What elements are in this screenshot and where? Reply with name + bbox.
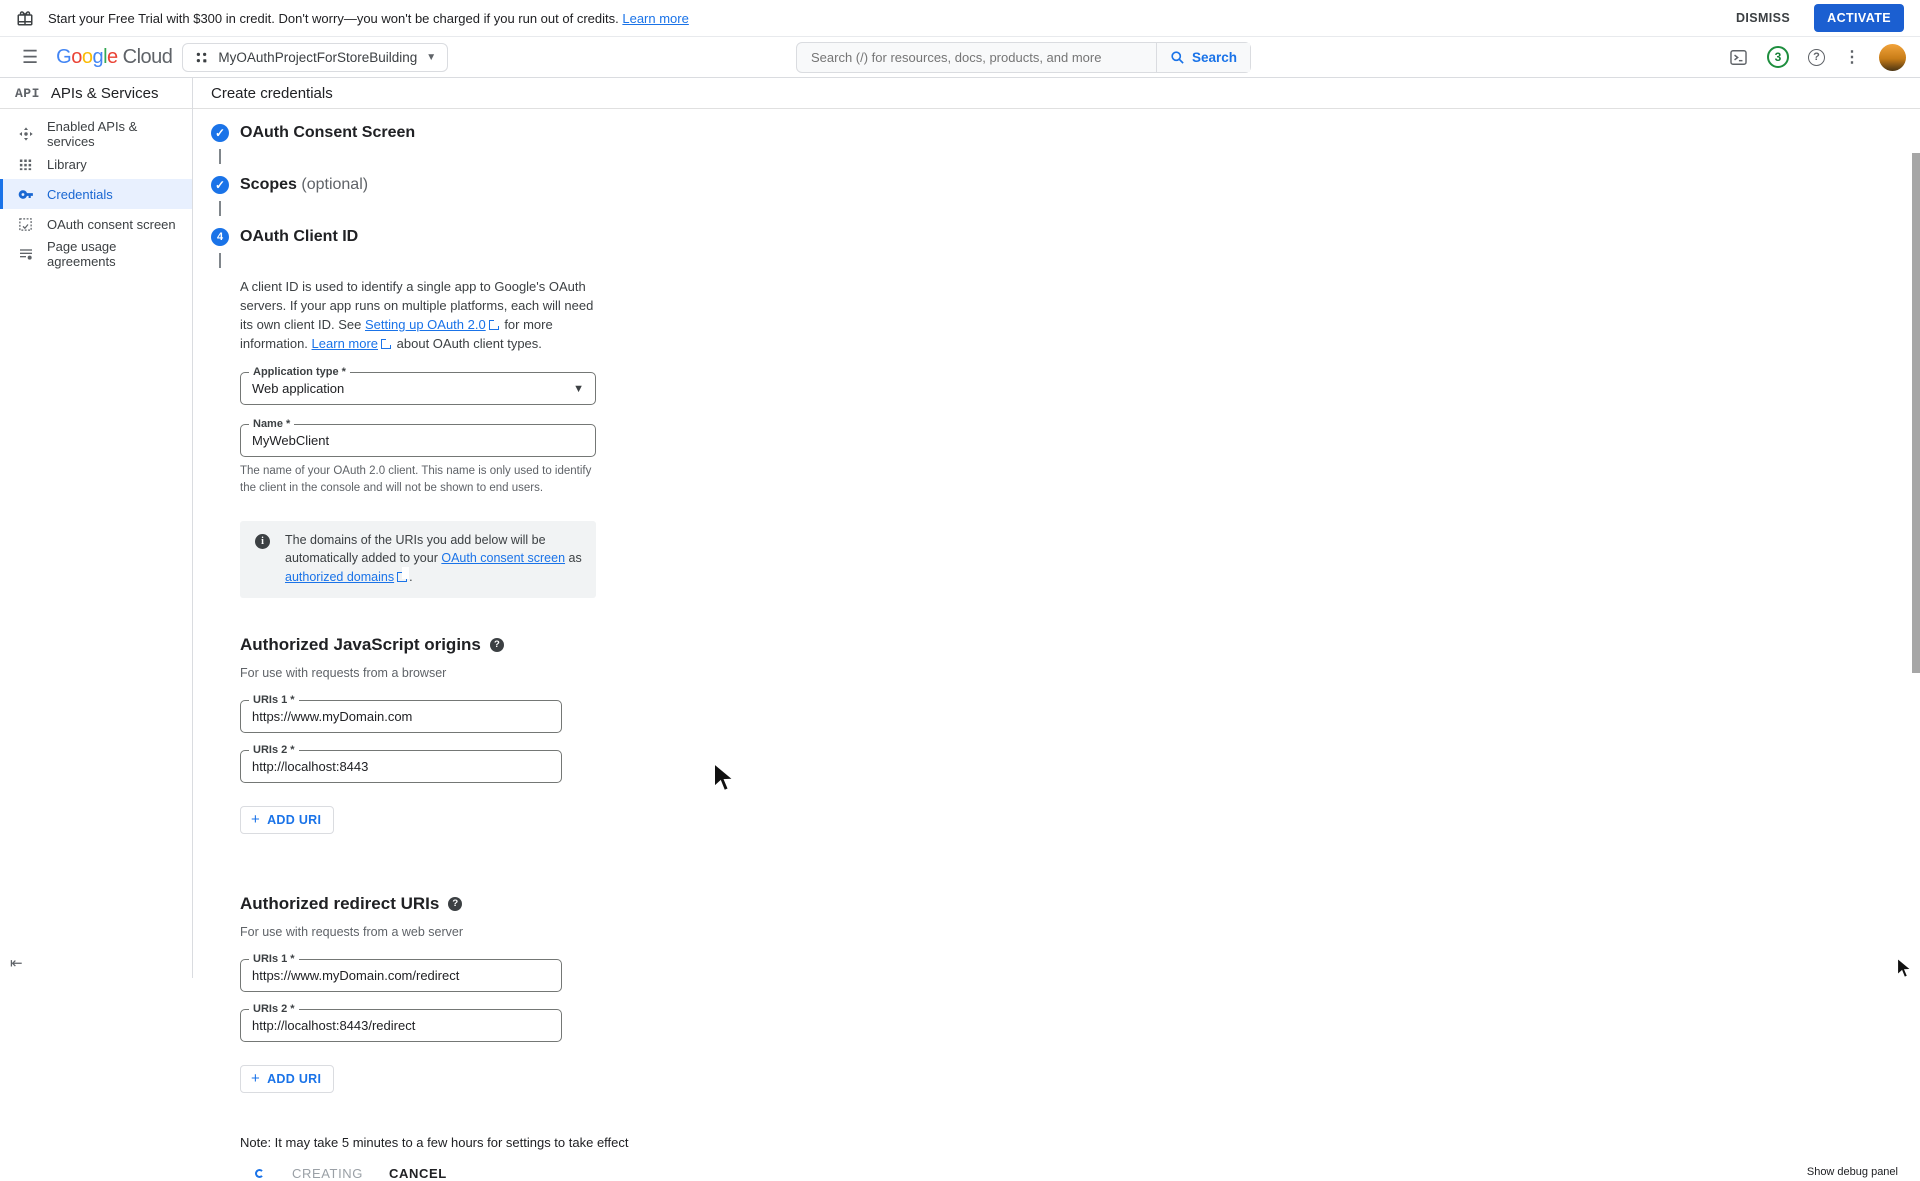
search-button[interactable]: Search: [1156, 43, 1250, 72]
page-header: [193, 78, 1920, 109]
external-link-icon: [489, 320, 499, 330]
sidebar: [0, 78, 193, 978]
client-name-field-wrap: [240, 418, 596, 457]
step-number-badge: 4: [211, 228, 229, 246]
external-link-icon: [397, 572, 407, 582]
client-id-description: A client ID is used to identify a single app to Google's OAuth servers. If your app runs on multiple platforms, each will need its own client ID. See Setting up OAuth 2.0↗ for more information. Learn more↗ about OAuth client types.: [240, 278, 602, 353]
step-oauth-consent-screen: ✓ OAuth Consent Screen: [211, 122, 1920, 144]
application-type-value: Web application: [252, 381, 345, 397]
collapse-sidebar-icon[interactable]: ⇤: [10, 955, 23, 972]
form-actions: [255, 1166, 1920, 1181]
help-icon[interactable]: ?: [490, 638, 504, 652]
sidebar-nav: [0, 109, 192, 269]
api-logo-icon: API: [15, 85, 40, 101]
sidebar-item-enabled-apis[interactable]: Enabled APIs & services: [0, 119, 192, 149]
notification-badge[interactable]: 3: [1767, 46, 1789, 68]
step-scopes: ✓ Scopes (optional): [211, 174, 1920, 196]
redirects-section-header: [240, 894, 1920, 914]
step-complete-icon: ✓: [211, 176, 229, 194]
step-complete-icon: ✓: [211, 124, 229, 142]
search-input[interactable]: [797, 43, 1156, 72]
oauth-client-form: [240, 278, 1920, 1181]
setting-up-oauth-link[interactable]: Setting up OAuth 2.0: [365, 316, 486, 332]
learn-more-link[interactable]: Learn more: [622, 10, 689, 26]
app-bar: [0, 37, 1920, 78]
origins-uri-2-label: URIs 2 *: [249, 744, 299, 756]
oauth-consent-icon: [18, 216, 34, 232]
redirects-uri-1-label: URIs 1 *: [249, 953, 299, 965]
info-icon: i: [255, 534, 270, 549]
redirects-uri-1-wrap: [240, 952, 562, 992]
menu-icon[interactable]: ☰: [14, 45, 46, 70]
optional-label: (optional): [301, 176, 369, 193]
cancel-button[interactable]: CANCEL: [389, 1165, 447, 1181]
origins-section-header: [240, 635, 1920, 655]
infobox-text: The domains of the URIs you add below will be automatically added to your OAuth consent screen as authorized domains ↗ .: [285, 531, 582, 587]
origins-uri-1-wrap: [240, 693, 562, 733]
authorized-domains-link[interactable]: authorized domains: [285, 570, 395, 585]
client-name-label: Name *: [249, 418, 294, 430]
learn-more-link[interactable]: Learn more: [311, 335, 379, 351]
sidebar-item-library[interactable]: Library: [0, 149, 192, 179]
global-search: [796, 42, 1251, 73]
search-icon: [1170, 50, 1185, 65]
plus-icon: +: [251, 810, 261, 828]
agreements-icon: [18, 246, 34, 262]
cloud-shell-icon[interactable]: [1729, 48, 1748, 67]
sidebar-item-oauth-consent[interactable]: OAuth consent screen: [0, 209, 192, 239]
show-debug-panel-link[interactable]: Show debug panel: [1806, 1166, 1898, 1178]
sidebar-item-page-usage[interactable]: Page usage agreements: [0, 239, 192, 269]
oauth-consent-screen-link[interactable]: OAuth consent screen: [441, 551, 566, 566]
loading-spinner-icon: [255, 1169, 264, 1178]
origins-uri-2-input[interactable]: [252, 759, 550, 774]
client-name-input[interactable]: [252, 433, 584, 448]
chevron-down-icon: ▼: [426, 51, 437, 63]
project-name: MyOAuthProjectForStoreBuilding: [218, 49, 418, 65]
application-type-label: Application type *: [249, 366, 350, 378]
page-title: Create credentials: [211, 84, 333, 102]
sidebar-item-credentials[interactable]: Credentials: [0, 179, 192, 209]
origins-uri-2-wrap: [240, 743, 562, 783]
create-credentials-content: [193, 109, 1920, 1181]
origins-uri-1-input[interactable]: [252, 709, 550, 724]
library-icon: [18, 156, 34, 172]
activate-button[interactable]: ACTIVATE: [1814, 4, 1904, 32]
chevron-down-icon: ▼: [573, 382, 584, 395]
redirects-add-uri-button[interactable]: + ADD URI: [240, 1065, 334, 1093]
step-oauth-client-id: 4 OAuth Client ID: [211, 226, 1920, 248]
appbar-actions: [1729, 44, 1906, 71]
origins-subtitle: For use with requests from a browser: [240, 665, 447, 680]
redirects-title: Authorized redirect URIs: [240, 893, 440, 913]
application-type-select[interactable]: [240, 366, 596, 405]
project-selector[interactable]: [182, 43, 448, 72]
origins-title: Authorized JavaScript origins: [240, 634, 481, 654]
project-icon: [194, 50, 209, 65]
more-options-icon[interactable]: ⋮: [1844, 49, 1860, 66]
dismiss-button[interactable]: DISMISS: [1726, 5, 1800, 31]
creating-button: CREATING: [274, 1166, 363, 1181]
help-icon[interactable]: ?: [1808, 49, 1825, 66]
gift-icon: [16, 9, 34, 27]
step-connector: [219, 201, 221, 216]
avatar[interactable]: [1879, 44, 1906, 71]
help-icon[interactable]: ?: [448, 897, 462, 911]
step-connector: [219, 253, 221, 268]
sidebar-header: [0, 78, 192, 109]
logo-google-text: Google: [56, 45, 118, 68]
banner-message: Start your Free Trial with $300 in credit. Don't worry—you won't be charged if you run out of credits. Learn more: [48, 10, 689, 26]
client-name-helper: The name of your OAuth 2.0 client. This name is only used to identify the client in the console and will not be shown to end users.: [240, 465, 592, 495]
redirects-uri-2-wrap: [240, 1002, 562, 1042]
free-trial-banner: [0, 0, 1920, 37]
google-cloud-logo[interactable]: [56, 46, 172, 69]
domains-infobox: [240, 521, 596, 598]
redirects-uri-2-input[interactable]: [252, 1018, 550, 1033]
redirects-uri-1-input[interactable]: [252, 968, 550, 983]
enabled-apis-icon: [18, 126, 34, 142]
step-connector: [219, 149, 221, 164]
redirects-uri-2-label: URIs 2 *: [249, 1003, 299, 1015]
plus-icon: +: [251, 1069, 261, 1087]
logo-cloud-text: Cloud: [122, 45, 173, 68]
sidebar-title: APIs & Services: [50, 84, 159, 102]
redirects-subtitle: For use with requests from a web server: [240, 924, 463, 939]
origins-add-uri-button[interactable]: + ADD URI: [240, 806, 334, 834]
origins-uri-1-label: URIs 1 *: [249, 694, 299, 706]
key-icon: [18, 186, 34, 202]
external-link-icon: [381, 339, 391, 349]
scrollbar-thumb[interactable]: [1912, 153, 1920, 673]
settings-note: Note: It may take 5 minutes to a few hours for settings to take effect: [240, 1134, 629, 1150]
